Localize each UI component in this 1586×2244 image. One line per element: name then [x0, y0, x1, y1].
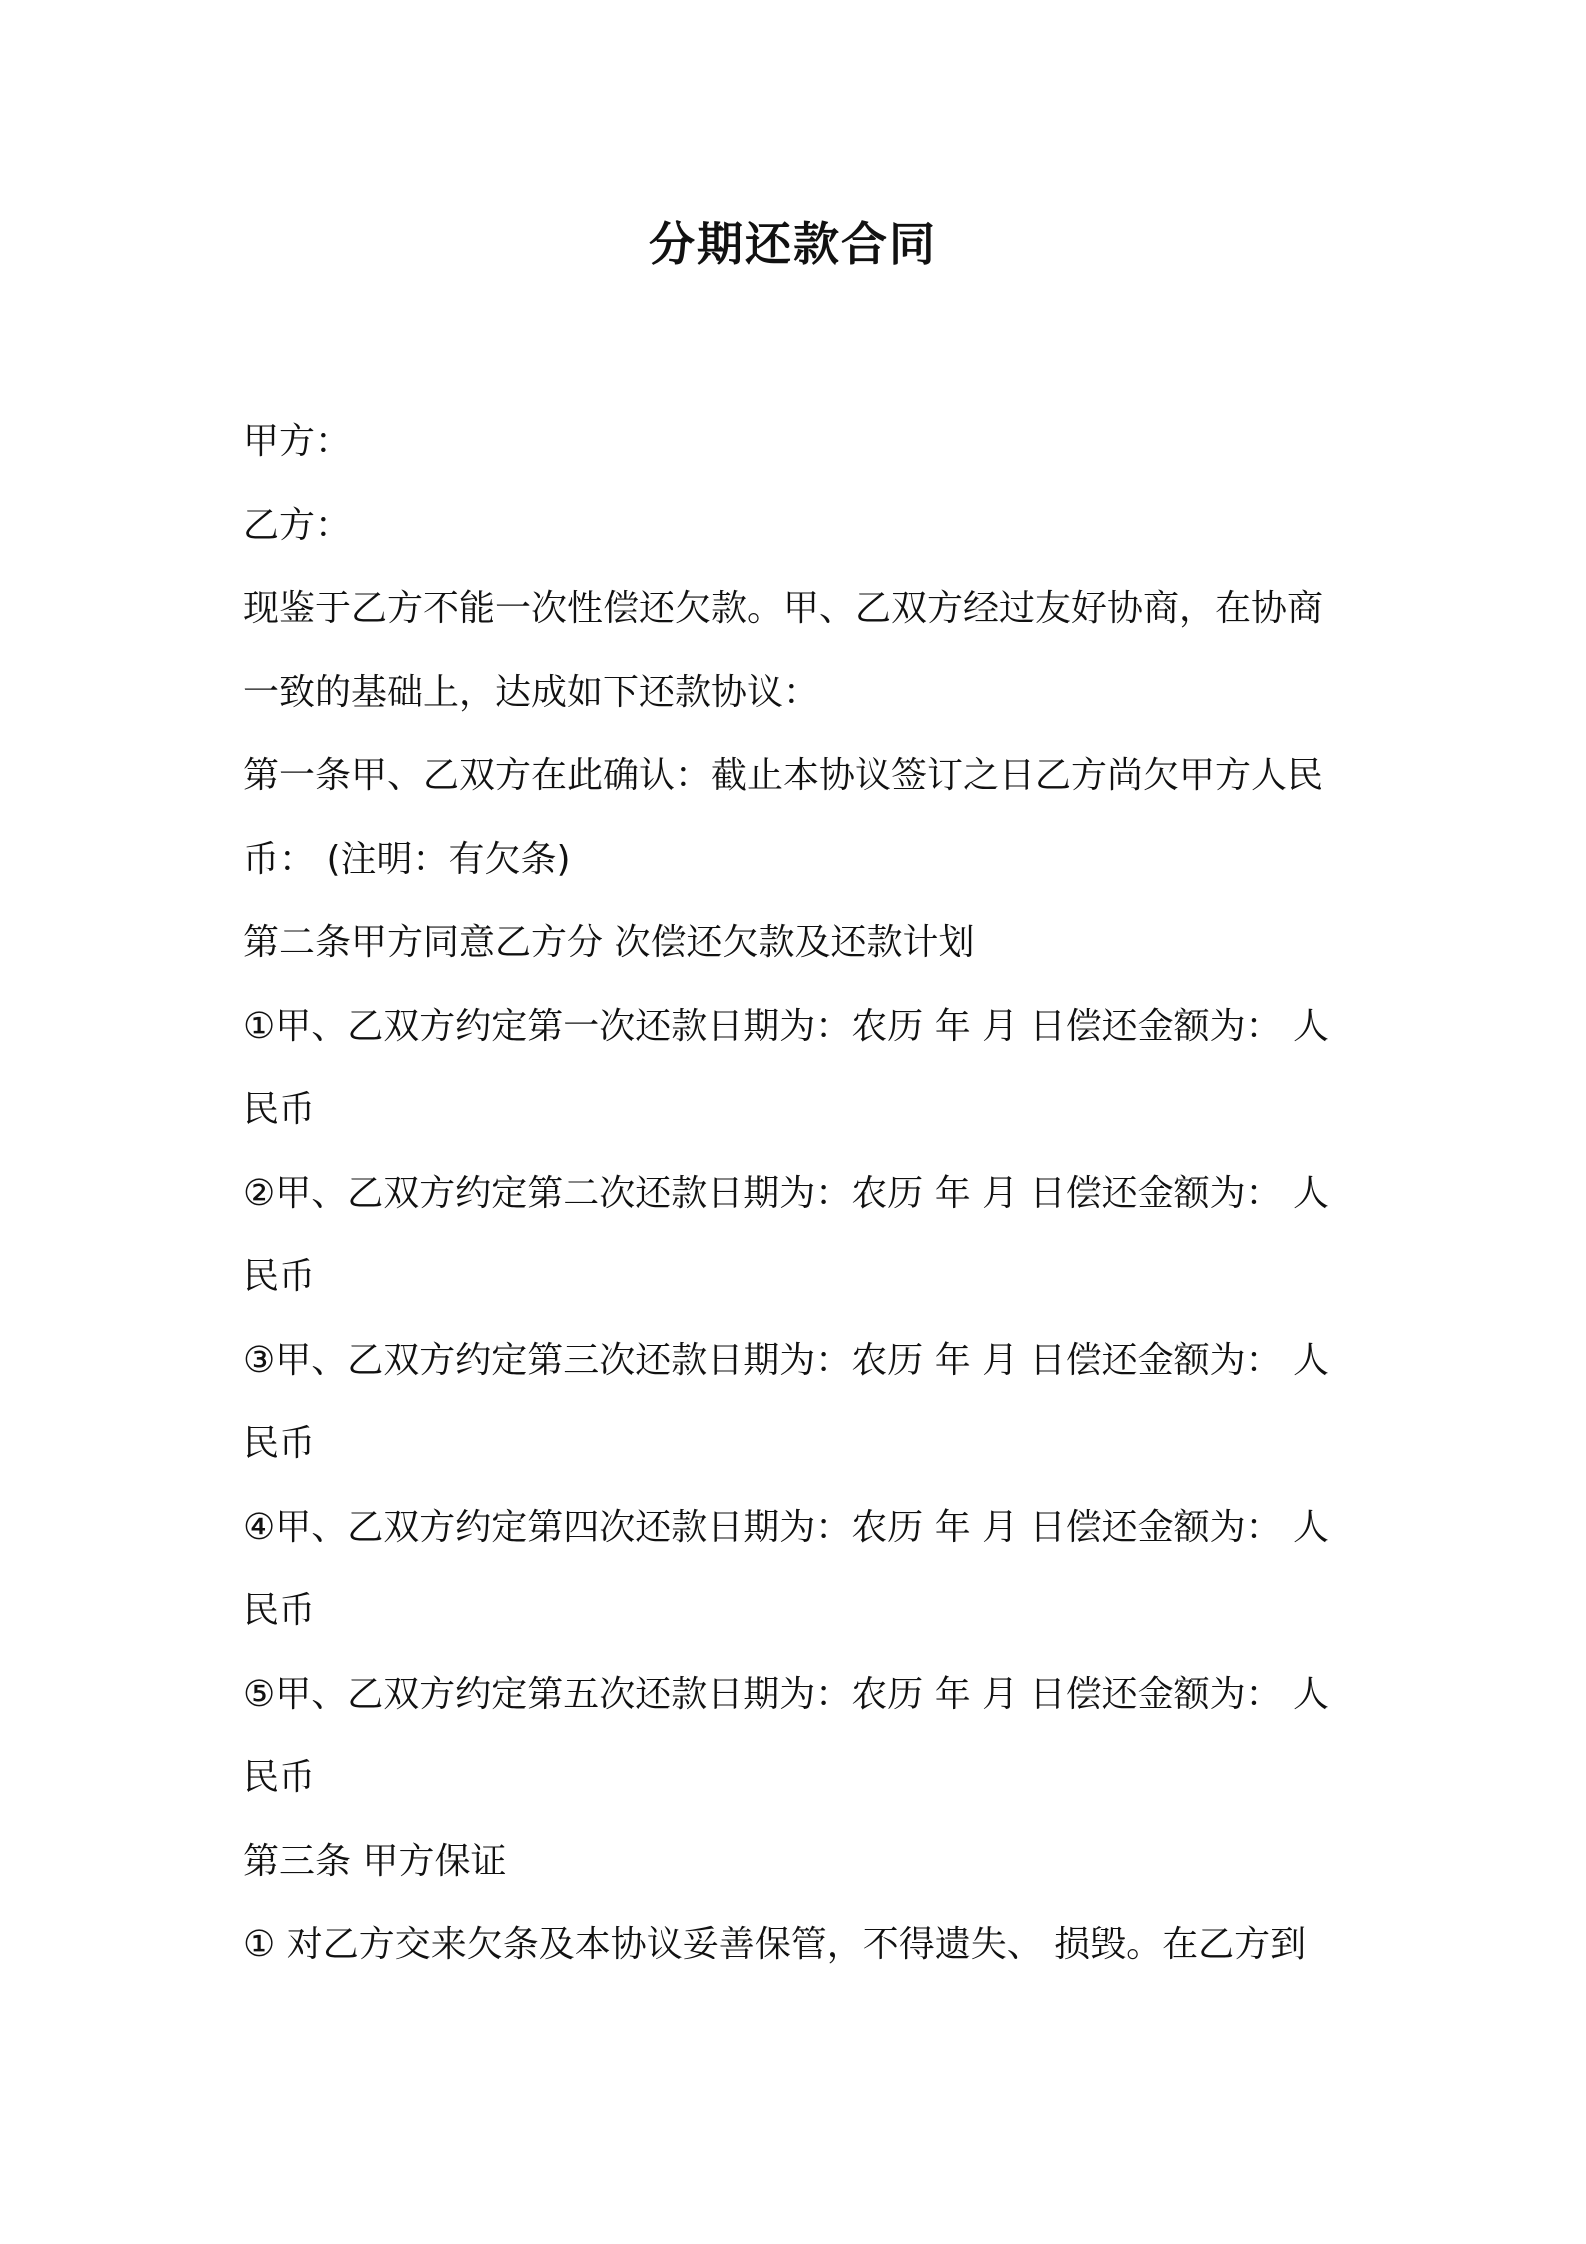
document-body: [243, 400, 1363, 1987]
installment-3-line-2: 民币: [243, 1423, 316, 1464]
article-3-heading: 第三条 甲方保证: [243, 1840, 507, 1882]
installment-1-line-1: ①甲、乙双方约定第一次还款日期为：农历 年 月 日偿还金额为： 人: [243, 1005, 1330, 1047]
preamble-line-1: 现鉴于乙方不能一次性偿还欠款。甲、乙双方经过友好协商，在协商: [243, 588, 1324, 629]
installment-5-line-1: ⑤甲、乙双方约定第五次还款日期为：农历 年 月 日偿还金额为： 人: [243, 1673, 1330, 1715]
party-b-line: 乙方：: [243, 504, 352, 546]
installment-2-line-1: ②甲、乙双方约定第二次还款日期为：农历 年 月 日偿还金额为： 人: [243, 1172, 1330, 1214]
party-a-line: 甲方：: [243, 421, 352, 462]
installment-5-line-2: 民币: [243, 1757, 316, 1798]
article-1-line-1: 第一条甲、乙双方在此确认：截止本协议签订之日乙方尚欠甲方人民: [243, 755, 1324, 796]
installment-1-line-2: 民币: [243, 1089, 316, 1130]
article-2-heading: 第二条甲方同意乙方分 次偿还欠款及还款计划: [243, 922, 975, 963]
document-title: 分期还款合同: [649, 217, 937, 271]
article-1-line-2: 币： (注明：有欠条): [243, 838, 571, 880]
preamble-line-2: 一致的基础上，达成如下还款协议：: [243, 671, 820, 713]
installment-4-line-2: 民币: [243, 1590, 316, 1631]
installment-4-line-1: ④甲、乙双方约定第四次还款日期为：农历 年 月 日偿还金额为： 人: [243, 1506, 1330, 1548]
installment-2-line-2: 民币: [243, 1256, 316, 1297]
article-3-clause-1-line-1: ① 对乙方交来欠条及本协议妥善保管，不得遗失、 损毁。在乙方到: [243, 1924, 1307, 1965]
installment-3-line-1: ③甲、乙双方约定第三次还款日期为：农历 年 月 日偿还金额为： 人: [243, 1339, 1330, 1381]
